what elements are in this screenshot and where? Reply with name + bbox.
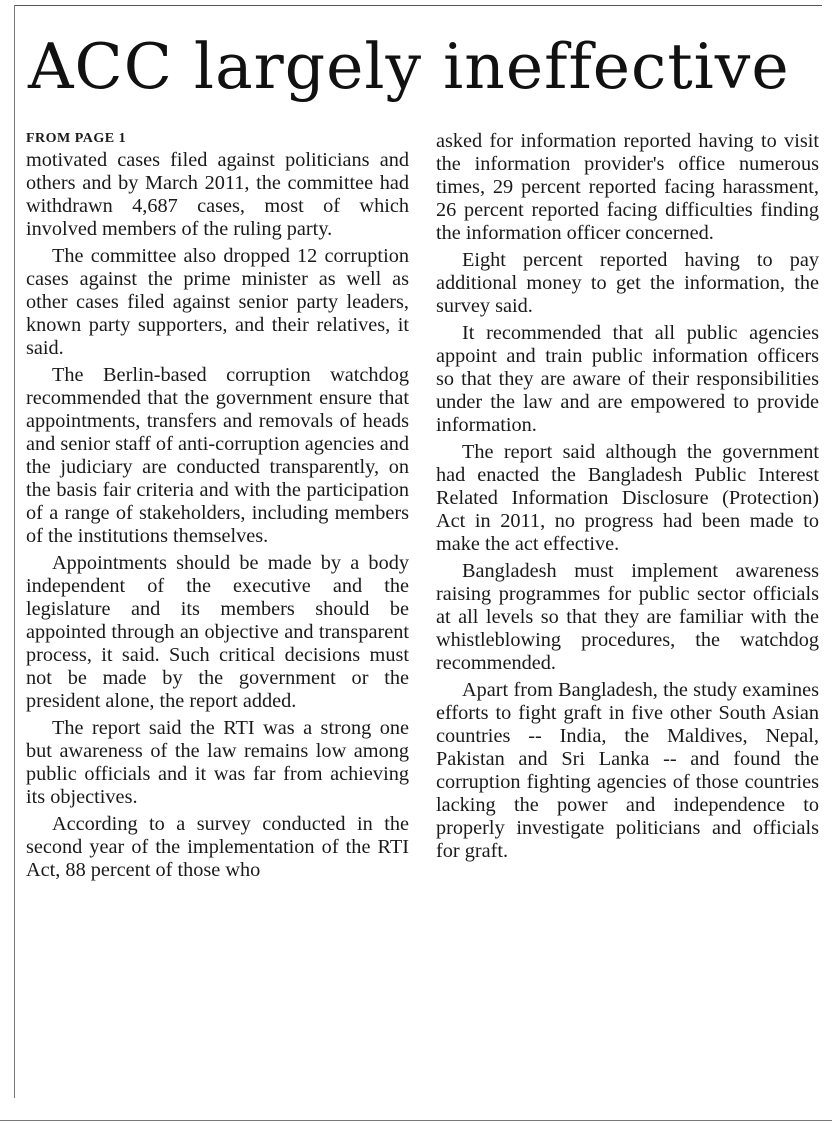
paragraph: motivated cases filed against politicians and others and by March 2011, the committee had withdrawn 4,687 cases, most of which involved members of the ruling party. — [26, 149, 409, 240]
paragraph: It recommended that all public agencies appoint and train public information officers so that they are aware of their responsibilities under the law and are empowered to provide information. — [436, 322, 819, 436]
paragraph: Apart from Bangladesh, the study examines efforts to fight graft in five other South Asian countries -- India, the Maldives, Nepal, Pakistan and Sri Lanka -- and found the corruption fighting agencies of those countries lacking the power and independence to properly investigate politicians and officials for graft. — [436, 679, 819, 862]
continuation-kicker: FROM PAGE 1 — [26, 131, 127, 146]
article-column-right — [436, 130, 819, 867]
paragraph: According to a survey conducted in the second year of the implementation of the RTI Act, 88 percent of those who — [26, 813, 409, 881]
bottom-rule — [0, 1120, 832, 1121]
paragraph: The committee also dropped 12 corruption cases against the prime minister as well as other cases filed against senior party leaders, known party supporters, and their relatives, it said. — [26, 245, 409, 359]
article-headline: ACC largely ineffective — [28, 30, 790, 103]
paragraph: The report said the RTI was a strong one but awareness of the law remains low among public officials and it was far from achieving its objectives. — [26, 717, 409, 808]
paragraph: The Berlin-based corruption watchdog recommended that the government ensure that appointments, transfers and removals of heads and senior staff of anti-corruption agencies and the judiciary are conducted transparently, on the basis fair criteria and with the participation of a range of stakeholders, including members of the institutions themselves. — [26, 364, 409, 547]
paragraph: Bangladesh must implement awareness raising programmes for public sector officials at all levels so that they are familiar with the whistleblowing procedures, the watchdog recommended. — [436, 560, 819, 674]
paragraph: The report said although the government had enacted the Bangladesh Public Interest Related Information Disclosure (Protection) Act in 2011, no progress had been made to make the act effective. — [436, 441, 819, 555]
paragraph: asked for information reported having to visit the information provider's office numerous times, 29 percent reported facing harassment, 26 percent reported facing difficulties finding the information officer concerned. — [436, 130, 819, 244]
paragraph: Appointments should be made by a body independent of the executive and the legislature and its members should be appointed through an objective and transparent process, it said. Such critical decisions must not be made by the government or the president alone, the report added. — [26, 552, 409, 712]
left-rule — [14, 5, 15, 1098]
article-column-left — [26, 129, 409, 886]
paragraph: Eight percent reported having to pay additional money to get the information, the survey said. — [436, 249, 819, 317]
top-rule — [14, 5, 822, 6]
